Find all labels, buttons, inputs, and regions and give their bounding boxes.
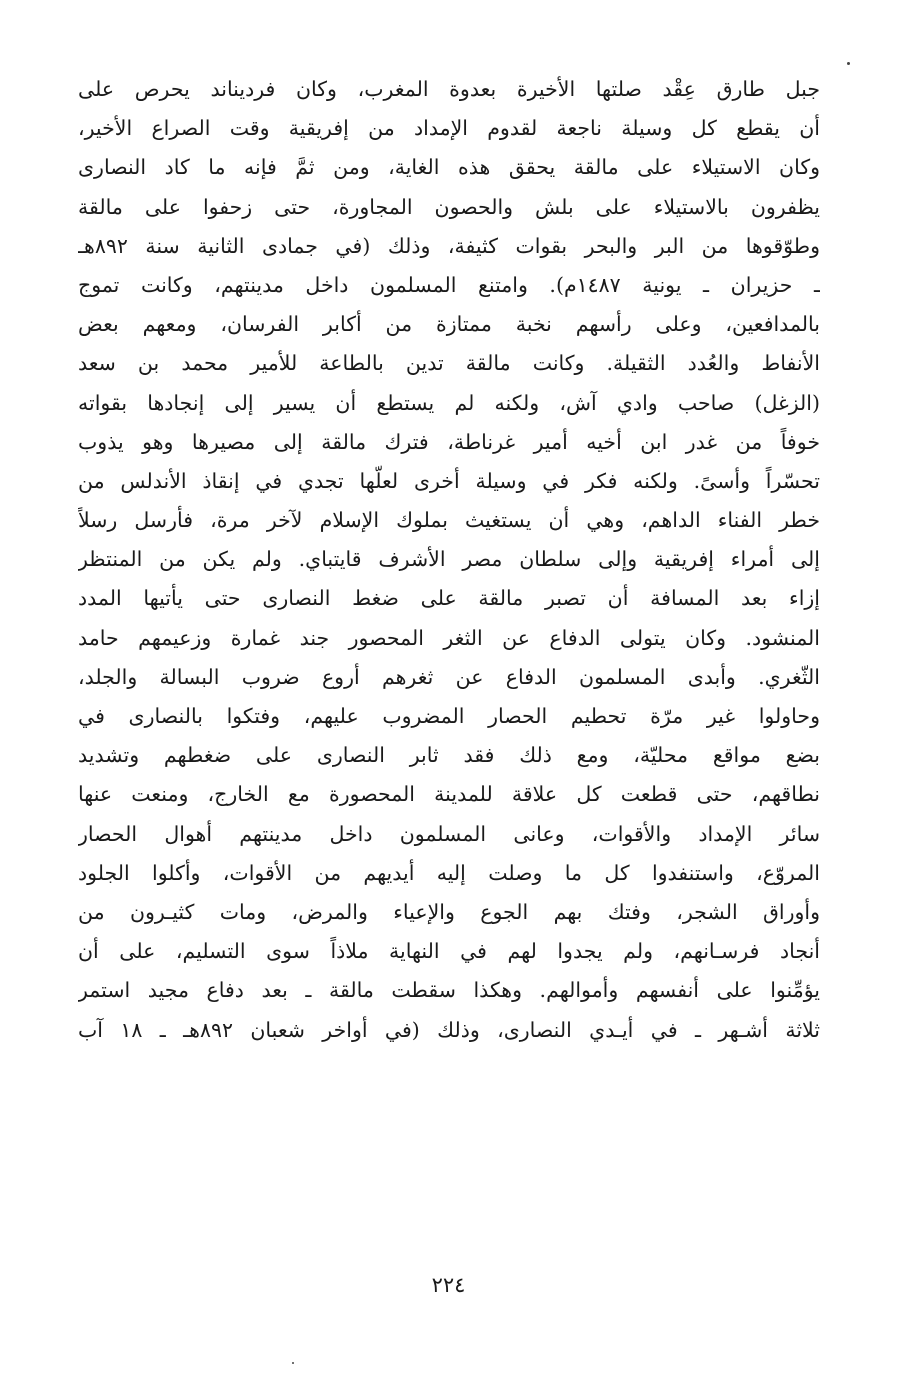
speck-mark (292, 1362, 294, 1364)
speck-mark (847, 62, 850, 65)
text-line: إزاء بعد المسافة أن تصبر مالقة على ضغط النصارى حتى يأتيها المدد (78, 586, 820, 611)
text-line: خوفاً من غدر ابن أخيه أمير غرناطة، فترك مالقة إلى مصيرها وهو يذوب (78, 429, 820, 454)
text-line: المروّع، واستنفدوا كل ما وصلت إليه أيديهم من الأقوات، وأكلوا الجلود (78, 860, 820, 885)
text-line: أنجاد فرسـانهم، ولم يجدوا لهم في النهاية ملاذاً سوى التسليم، على أن (78, 939, 820, 964)
text-line: أن يقطع كل وسيلة ناجعة لقدوم الإمداد من إفريقية وقت الصراع الأخير، (78, 116, 820, 141)
text-line: الأنفاط والعُدد الثقيلة. وكانت مالقة تدين بالطاعة للأمير محمد بن سعد (78, 351, 820, 376)
text-line: تحسّراً وأسىً. ولكنه فكر في وسيلة أخرى لعلّها تجدي في إنقاذ الأندلس من (78, 468, 820, 493)
text-line: وحاولوا غير مرّة تحطيم الحصار المضروب عليهم، وفتكوا بالنصارى في (78, 704, 820, 728)
text-line: وطوّقوها من البر والبحر بقوات كثيفة، وذلك (في جمادى الثانية سنة ٨٩٢هـ (78, 233, 820, 258)
text-line: سائر الإمداد والأقوات، وعانى المسلمون داخل مدينتهم أهوال الحصار (78, 821, 820, 846)
text-line: الثّغري. وأبدى المسلمون الدفاع عن ثغرهم أروع ضروب البسالة والجلد، (78, 664, 820, 689)
text-line: بالمدافعين، وعلى رأسهم نخبة ممتازة من أكابر الفرسان، ومعهم بعض (78, 312, 820, 337)
text-line: وأوراق الشجر، وفتك بهم الجوع والإعياء والمرض، ومات كثيـرون من (78, 899, 820, 924)
body-text (78, 70, 820, 1050)
text-line: ـ حزيران ـ يونية ١٤٨٧م). وامتنع المسلمون داخل مدينتهم، وكانت تموج (78, 272, 820, 297)
text-line: خطر الفناء الداهم، وهي أن يستغيث بملوك الإسلام لآخر مرة، فأرسل رسلاً (78, 508, 820, 533)
text-line: إلى أمراء إفريقية وإلى سلطان مصر الأشرف قايتباي. ولم يكن من المنتظر (78, 547, 820, 572)
page-number: ٢٢٤ (431, 1273, 466, 1297)
text-line: يؤمِّنوا على أنفسهم وأموالهم. وهكذا سقطت مالقة ـ بعد دفاع مجيد استمر (78, 978, 820, 1003)
text-line: وكان الاستيلاء على مالقة يحقق هذه الغاية، ومن ثمَّ فإنه ما كاد النصارى (78, 155, 820, 180)
text-line: جبل طارق عِقْد صلتها الأخيرة بعدوة المغرب، وكان فرديناند يحرص على (78, 77, 820, 101)
text-line: ثلاثة أشـهر ـ في أيـدي النصارى، وذلك (في أواخر شعبان ٨٩٢هـ ـ ١٨ آب (78, 1017, 820, 1042)
text-line: (الزغل) صاحب وادي آش، ولكنه لم يستطع أن يسير إلى إنجادها بقواته (78, 390, 820, 415)
text-line: بضع مواقع محليّة، ومع ذلك فقد ثابر النصارى على ضغطهم وتشديد (78, 743, 820, 768)
text-line: المنشود. وكان يتولى الدفاع عن الثغر المحصور جند غمارة وزعيمهم حامد (78, 625, 820, 650)
text-line: يظفرون بالاستيلاء على بلش والحصون المجاورة، حتى زحفوا على مالقة (78, 194, 820, 219)
text-line: نطاقهم، حتى قطعت كل علاقة للمدينة المحصورة مع الخارج، ومنعت عنها (78, 782, 820, 807)
